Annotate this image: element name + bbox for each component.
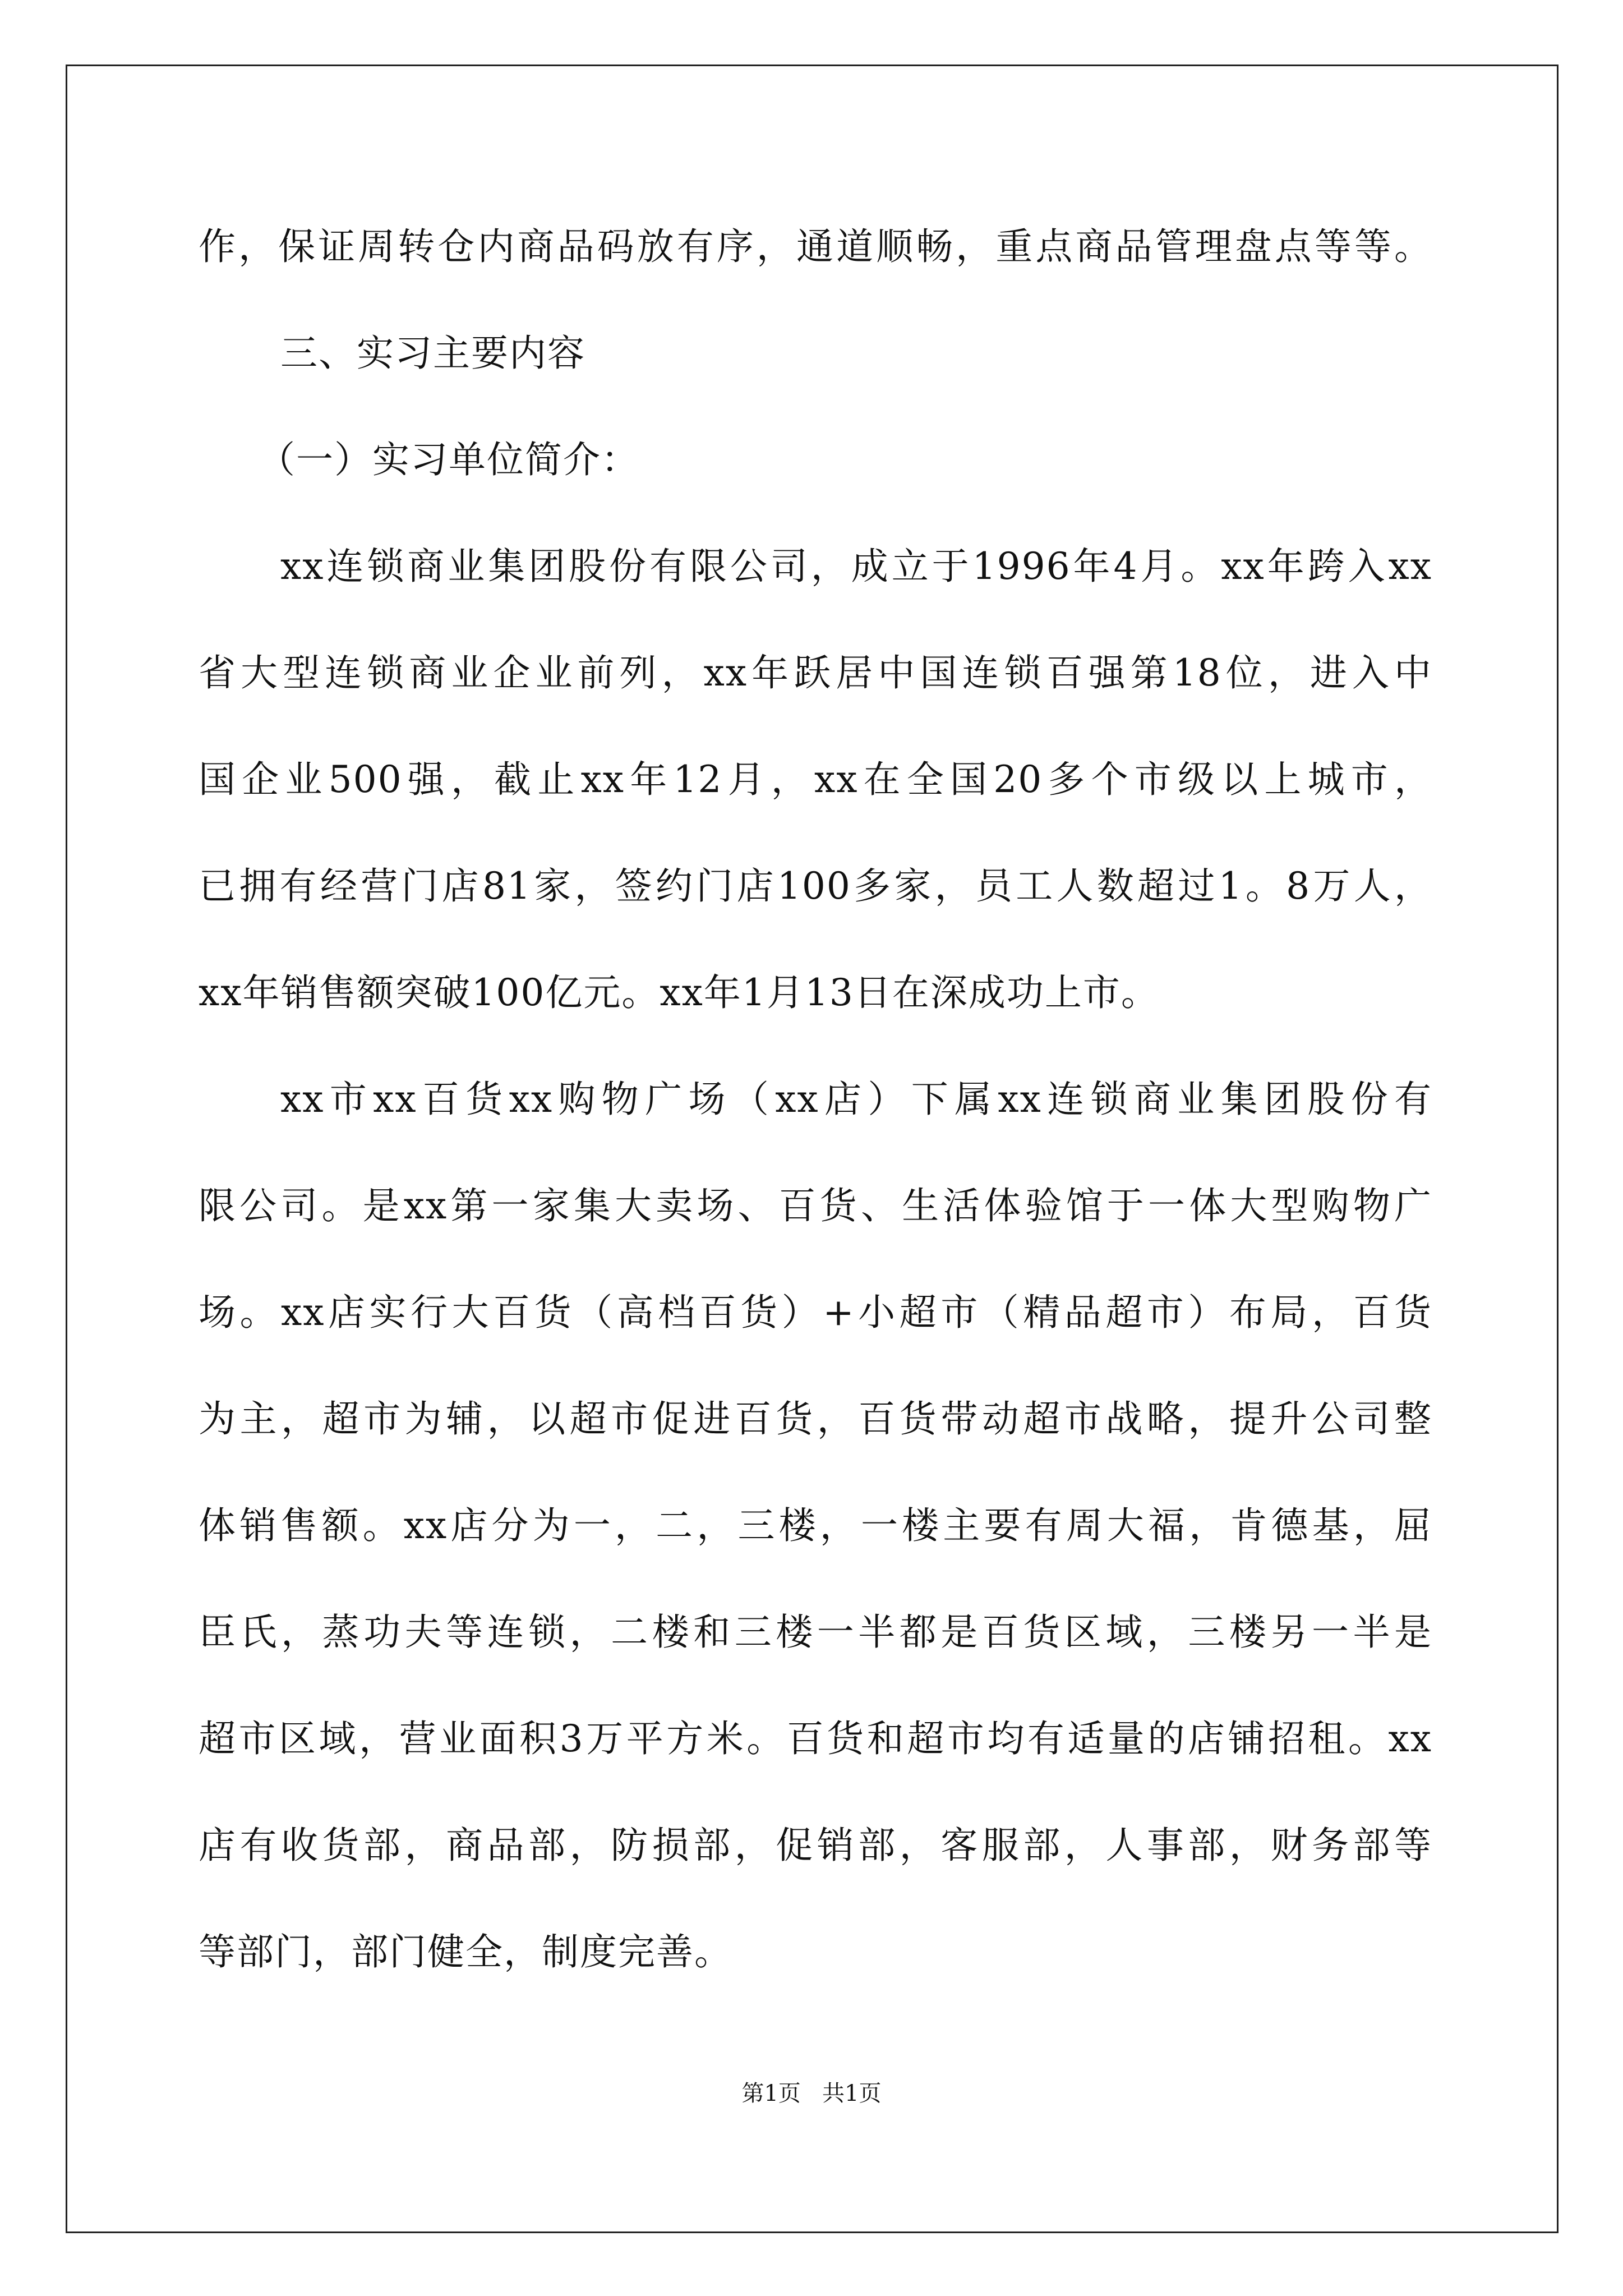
paragraph-line: 体销售额。xx店分为一，二，三楼，一楼主要有周大福，肯德基，屈 — [199, 1504, 1432, 1547]
paragraph-line: 限公司。是xx第一家集大卖场、百货、生活体验馆于一体大型购物广 — [199, 1184, 1432, 1227]
paragraph-line: xx年销售额突破100亿元。xx年1月13日在深成功上市。 — [199, 971, 1159, 1014]
paragraph-line: 店有收货部，商品部，防损部，促销部，客服部，人事部，财务部等 — [199, 1824, 1432, 1867]
paragraph-line: 为主，超市为辅，以超市促进百货，百货带动超市战略，提升公司整 — [199, 1397, 1432, 1441]
page-footer: 第1页 共1页 — [741, 2081, 882, 2106]
section-heading: 三、实习主要内容 — [280, 332, 585, 375]
paragraph-line: 超市区域，营业面积3万平方米。百货和超市均有适量的店铺招租。xx — [199, 1717, 1432, 1760]
paragraph-line: xx市xx百货xx购物广场（xx店）下属xx连锁商业集团股份有 — [280, 1078, 1432, 1121]
page-border — [66, 65, 1559, 2233]
paragraph-line: 等部门，部门健全，制度完善。 — [199, 1930, 732, 1973]
paragraph-line: xx连锁商业集团股份有限公司，成立于1996年4月。xx年跨入xx — [280, 545, 1432, 588]
subsection-heading: （一）实习单位简介： — [258, 438, 639, 481]
paragraph-line: 场。xx店实行大百货（高档百货）+小超市（精品超市）布局，百货 — [199, 1291, 1432, 1334]
paragraph-line: 已拥有经营门店81家，签约门店100多家，员工人数超过1。8万人， — [199, 864, 1432, 908]
paragraph-line: 臣氏，蒸功夫等连锁，二楼和三楼一半都是百货区域，三楼另一半是 — [199, 1611, 1432, 1654]
paragraph-line: 国企业500强，截止xx年12月，xx在全国20多个市级以上城市， — [199, 758, 1432, 801]
paragraph-line: 作，保证周转仓内商品码放有序，通道顺畅，重点商品管理盘点等等。 — [199, 225, 1432, 268]
paragraph-line: 省大型连锁商业企业前列，xx年跃居中国连锁百强第18位，进入中 — [199, 651, 1432, 694]
